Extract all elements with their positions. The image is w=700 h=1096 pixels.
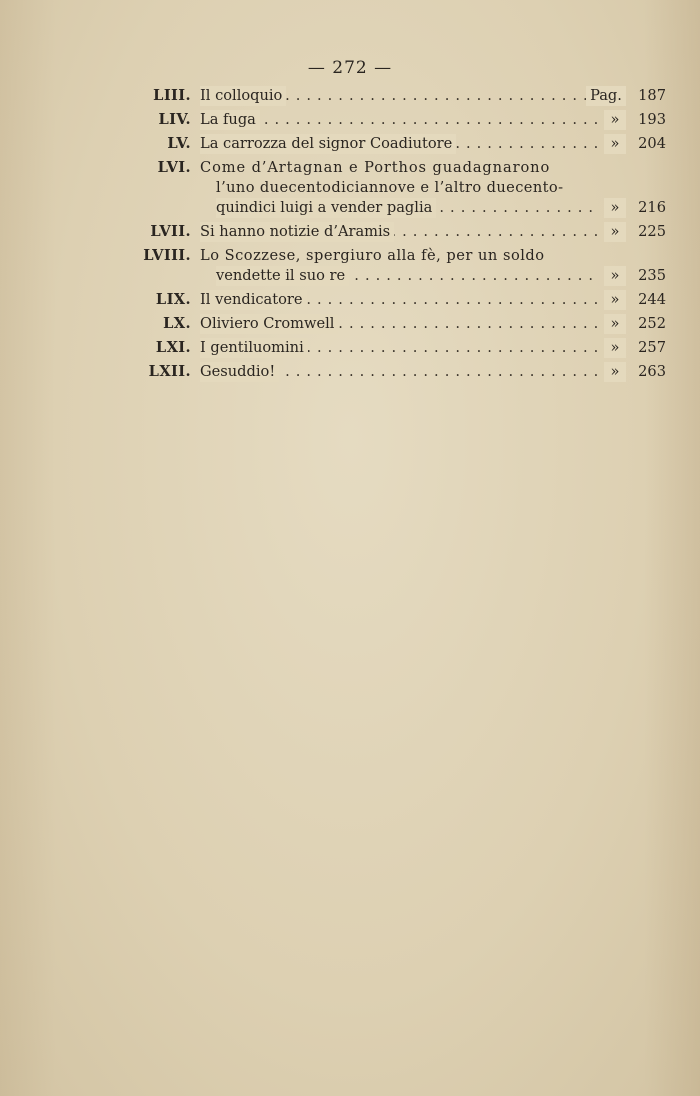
page-ref: 225	[638, 223, 666, 240]
page-marker: »	[604, 362, 626, 382]
toc-entry-line	[216, 266, 666, 286]
page-ref: 235	[638, 267, 666, 284]
chapter-title: Oliviero Cromwell	[200, 314, 338, 334]
toc-entry	[0, 338, 700, 358]
page-ref: 193	[638, 111, 666, 128]
chapter-number: LIV.	[158, 111, 191, 128]
toc-entry	[0, 290, 700, 310]
chapter-title: La fuga	[200, 110, 260, 130]
toc-entry-line	[200, 314, 666, 334]
chapter-number: LVI.	[157, 159, 191, 176]
toc-entry-line	[200, 338, 666, 358]
toc-entry	[0, 158, 700, 218]
page-marker: »	[604, 110, 626, 130]
chapter-number: LIX.	[155, 291, 191, 308]
page-marker: »	[604, 338, 626, 358]
page-marker: Pag.	[586, 86, 626, 106]
chapter-title: Lo Scozzese, spergiuro alla fè, per un soldo	[200, 247, 545, 264]
chapter-title: Il vendicatore	[200, 290, 307, 310]
toc-entry-line	[200, 110, 666, 130]
page-ref: 244	[638, 291, 666, 308]
page-ref: 216	[638, 199, 666, 216]
chapter-number: LX.	[163, 315, 191, 332]
page-marker: »	[604, 222, 626, 242]
toc-entry	[0, 362, 700, 382]
page-ref: 204	[638, 135, 666, 152]
page-ref: 263	[638, 363, 666, 380]
toc-entry	[0, 222, 700, 242]
toc-entry-line	[216, 178, 666, 198]
toc-entry	[0, 134, 700, 154]
chapter-number: LVII.	[150, 223, 191, 240]
page-marker: »	[604, 134, 626, 154]
toc-entry-line	[200, 134, 666, 154]
chapter-title-continued: quindici luigi a vender paglia	[216, 198, 436, 218]
chapter-number: LV.	[167, 135, 191, 152]
chapter-number: LXII.	[148, 363, 191, 380]
page-ref: 187	[638, 87, 666, 104]
page-marker: »	[604, 314, 626, 334]
toc-entry-line	[200, 290, 666, 310]
toc-entry-line	[200, 158, 666, 178]
chapter-title: Si hanno notizie d’Aramis	[200, 222, 394, 242]
chapter-title: Il colloquio	[200, 86, 286, 106]
page-ref: 252	[638, 315, 666, 332]
toc-entry	[0, 110, 700, 130]
table-of-contents	[0, 86, 700, 386]
toc-entry-line	[200, 246, 666, 266]
chapter-title: Gesuddio!	[200, 362, 279, 382]
chapter-title-continued: l’uno duecentodiciannove e l’altro duecento-	[216, 179, 564, 196]
toc-entry-line	[200, 86, 666, 106]
page-marker: »	[604, 290, 626, 310]
chapter-title: Come d’Artagnan e Porthos guadagnarono	[200, 159, 551, 176]
chapter-title: La carrozza del signor Coadiutore	[200, 134, 456, 154]
chapter-number: LIII.	[153, 87, 191, 104]
chapter-number: LVIII.	[143, 247, 191, 264]
page-number: — 272 —	[307, 58, 393, 78]
toc-entry	[0, 314, 700, 334]
page-ref: 257	[638, 339, 666, 356]
page-marker: »	[604, 266, 626, 286]
chapter-number: LXI.	[155, 339, 191, 356]
toc-entry	[0, 246, 700, 286]
toc-entry-line	[200, 222, 666, 242]
chapter-title: I gentiluomini	[200, 338, 308, 358]
toc-entry	[0, 86, 700, 106]
chapter-title-continued: vendette il suo re	[216, 266, 349, 286]
toc-entry-line	[216, 198, 666, 218]
page-marker: »	[604, 198, 626, 218]
toc-entry-line	[200, 362, 666, 382]
